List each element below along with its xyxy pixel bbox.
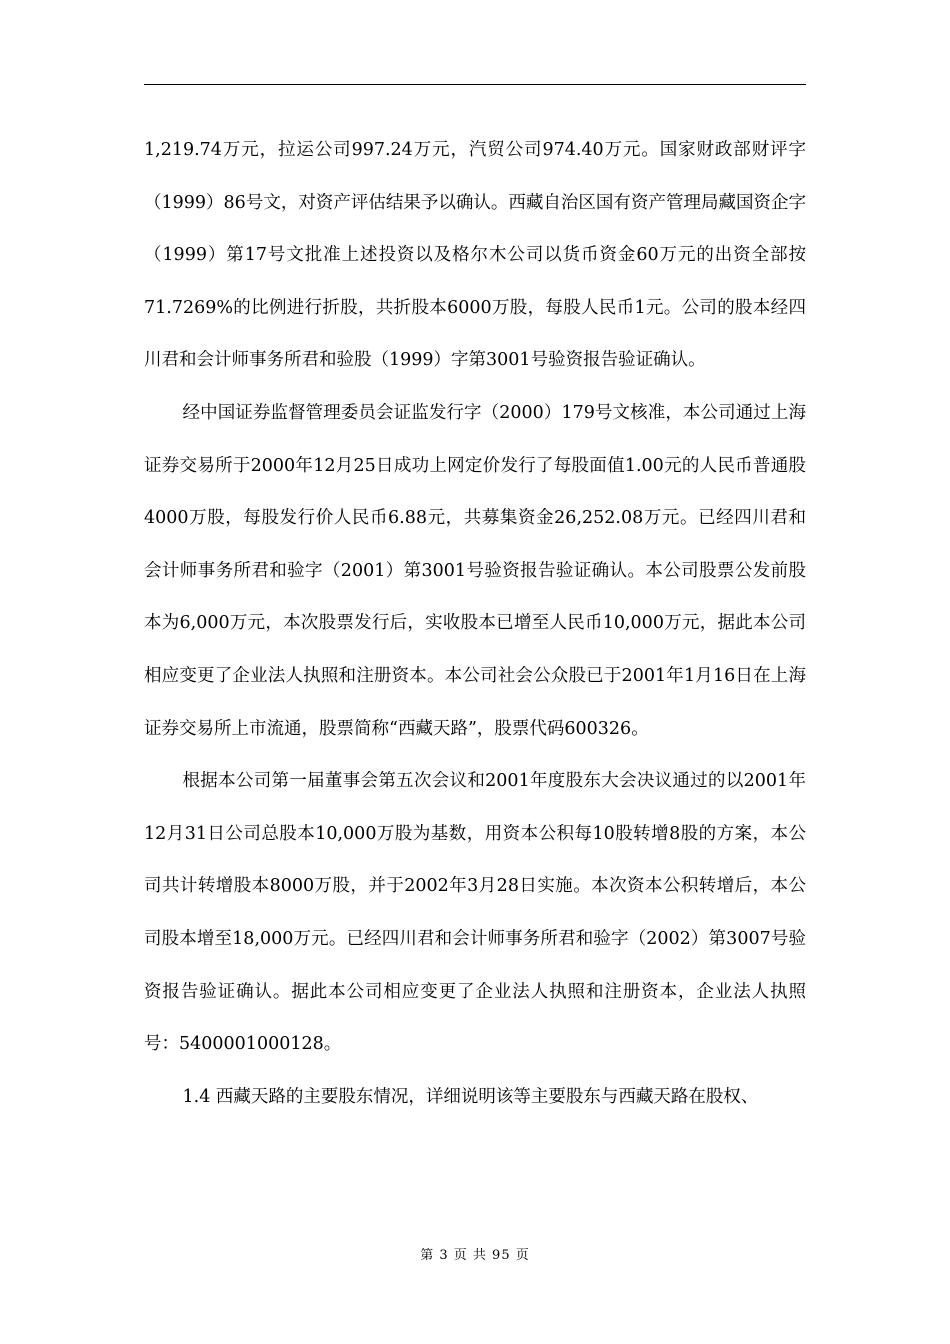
document-body xyxy=(144,124,806,1123)
section-item-1-4: 1.4 西藏天路的主要股东情况，详细说明该等主要股东与西藏天路在股权、 xyxy=(182,1086,759,1107)
paragraph-capital-evaluation: 1,219.74万元，拉运公司997.24万元，汽贸公司974.40万元。国家财政部财评字（1999）86号文，对资产评估结果予以确认。西藏自治区国有资产管理局藏国资企字（1999）第17号文批准上述投资以及格尔木公司以货币资金60万元的出资全部按71.7269%的比例进行折股，共折股本6000万股，每股人民币1元。公司的股本经四川君和会计师事务所君和验股（1999）字第3001号验资报告验证确认。 xyxy=(144,140,806,371)
paragraph-capital-reserve-conversion: 根据本公司第一届董事会第五次会议和2001年度股东大会决议通过的以2001年12月31日公司总股本10,000万股为基数，用资本公积每10股转增8股的方案，本公司共计转增股本8000万股，并于2002年3月28日实施。本次资本公积转增后，本公司股本增至18,000万元。已经四川君和会计师事务所君和验字（2002）第3007号验资报告验证确认。据此本公司相应变更了企业法人执照和注册资本，企业法人执照号：5400001000128。 xyxy=(144,771,806,1055)
header-rule xyxy=(144,84,806,85)
paragraph-ipo-issuance: 经中国证券监督管理委员会证监发行字（2000）179号文核准，本公司通过上海证券交易所于2000年12月25日成功上网定价发行了每股面值1.00元的人民币普通股4000万股，每股发行价人民币6.88元，共募集资金26,252.08万元。已经四川君和会计师事务所君和验字（2001）第3001号验资报告验证确认。本公司股票公发前股本为6,000万元，本次股票发行后，实收股本已增至人民币10,000万元，据此本公司相应变更了企业法人执照和注册资本。本公司社会公众股已于2001年1月16日在上海证券交易所上市流通，股票简称“西藏天路”，股票代码600326。 xyxy=(144,402,806,739)
page-number: 第 3 页 共 95 页 xyxy=(420,1248,530,1263)
